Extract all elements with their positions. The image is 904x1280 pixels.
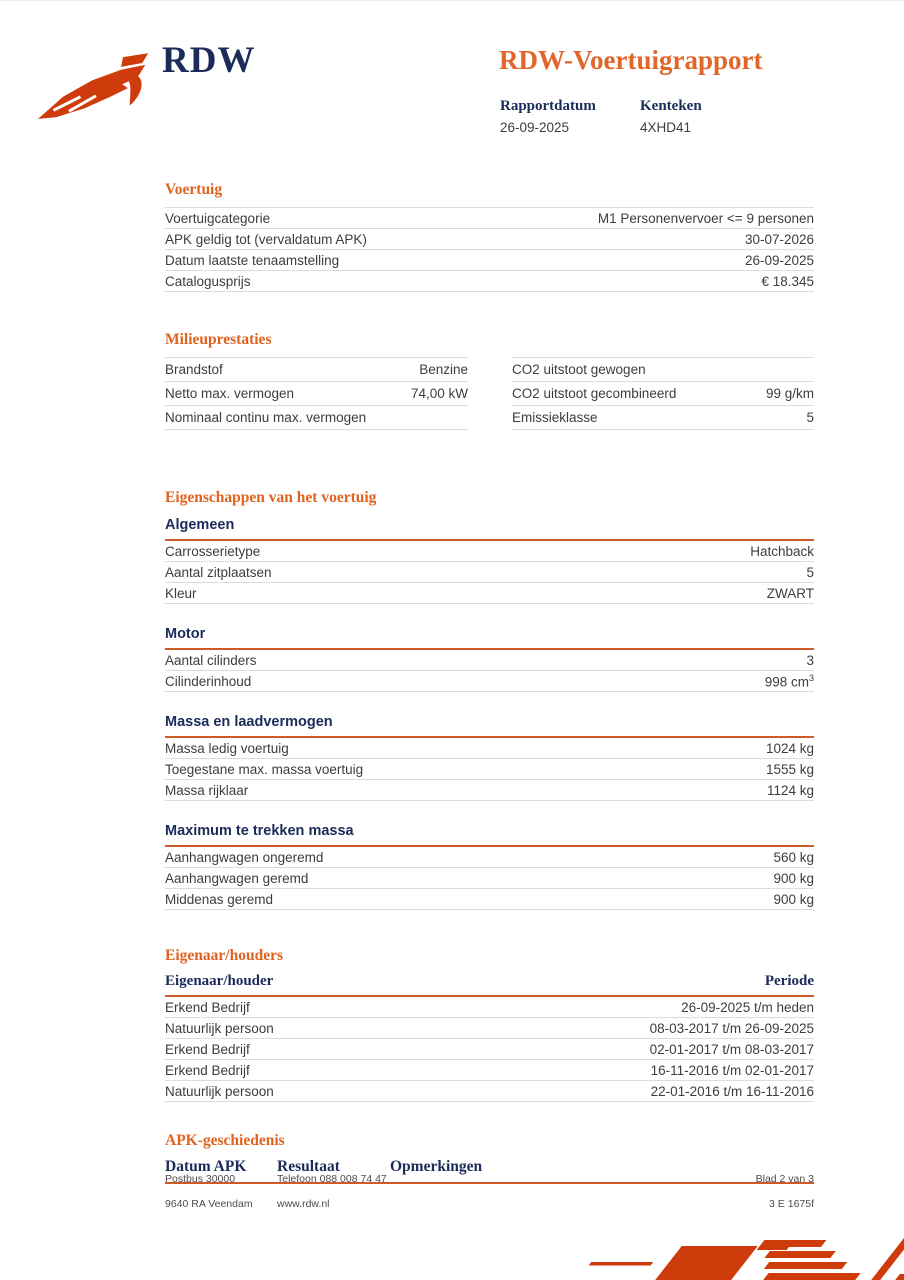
footer-doc-code: 3 E 1675f bbox=[769, 1198, 814, 1210]
plate-block bbox=[640, 98, 702, 135]
row-value: 560 kg bbox=[773, 849, 814, 865]
plate-label: Kenteken bbox=[640, 98, 702, 114]
table-row bbox=[165, 382, 468, 406]
table-row bbox=[165, 208, 814, 229]
table-row bbox=[165, 250, 814, 271]
row-value: 1124 kg bbox=[766, 782, 814, 798]
table-row bbox=[165, 1081, 814, 1102]
row-label: Massa rijklaar bbox=[165, 782, 249, 798]
row-value: Hatchback bbox=[750, 543, 814, 559]
column-header-owner: Eigenaar/houder bbox=[165, 973, 274, 989]
row-label: Nominaal continu max. vermogen bbox=[165, 410, 367, 425]
page-title: RDW-Voertuigrapport bbox=[499, 45, 763, 75]
subsection-heading: Algemeen bbox=[165, 517, 814, 541]
plate-value: 4XHD41 bbox=[640, 120, 692, 135]
row-label: Aanhangwagen geremd bbox=[165, 870, 309, 886]
footer-line-1 bbox=[165, 1173, 814, 1185]
row-label: Datum laatste tenaamstelling bbox=[165, 252, 340, 268]
footer-page-number: Blad 2 van 3 bbox=[755, 1173, 814, 1185]
owner-cell: Erkend Bedrijf bbox=[165, 999, 250, 1015]
subsection-algemeen bbox=[165, 517, 814, 604]
row-value bbox=[765, 673, 814, 690]
footer-postbus: Postbus 30000 bbox=[165, 1173, 236, 1185]
decorative-stripes-graphic bbox=[500, 1238, 904, 1280]
row-value: 30-07-2026 bbox=[744, 231, 814, 247]
column-header-period: Periode bbox=[764, 973, 814, 989]
section-heading: Eigenaar/houders bbox=[165, 947, 283, 964]
owner-cell: Erkend Bedrijf bbox=[165, 1062, 250, 1078]
section-eigenaar bbox=[165, 947, 814, 1102]
table-row bbox=[165, 889, 814, 910]
subsection-motor bbox=[165, 626, 814, 692]
table-row bbox=[165, 847, 814, 868]
footer-line-2 bbox=[165, 1198, 814, 1210]
table-row bbox=[165, 1039, 814, 1060]
report-date-label: Rapportdatum bbox=[500, 98, 596, 114]
section-heading: Eigenschappen van het voertuig bbox=[165, 489, 377, 506]
row-value: € 18.345 bbox=[761, 273, 814, 289]
table-row bbox=[165, 583, 814, 604]
rdw-logo-text: RDW bbox=[162, 40, 256, 81]
voertuig-table bbox=[165, 207, 814, 292]
row-label: Aantal zitplaatsen bbox=[165, 564, 272, 580]
row-label: Kleur bbox=[165, 585, 197, 601]
subsection-heading: Maximum te trekken massa bbox=[165, 823, 814, 847]
row-value: 1024 kg bbox=[765, 740, 814, 756]
section-voertuig bbox=[165, 181, 814, 292]
row-label: APK geldig tot (vervaldatum APK) bbox=[165, 231, 367, 247]
subsection-heading: Motor bbox=[165, 626, 814, 650]
row-label: Netto max. vermogen bbox=[165, 386, 295, 401]
table-row bbox=[165, 997, 814, 1018]
table-row bbox=[512, 358, 814, 382]
row-value: 3 bbox=[806, 652, 814, 668]
subsection-massa bbox=[165, 714, 814, 801]
table-row bbox=[165, 406, 468, 430]
row-label: Toegestane max. massa voertuig bbox=[165, 761, 364, 777]
table-row bbox=[165, 868, 814, 889]
milieu-left-table bbox=[165, 357, 468, 430]
row-label: Voertuigcategorie bbox=[165, 210, 271, 226]
row-value: Benzine bbox=[419, 362, 468, 377]
period-cell: 16-11-2016 t/m 02-01-2017 bbox=[650, 1062, 814, 1078]
table-row bbox=[165, 358, 468, 382]
footer-city: 9640 RA Veendam bbox=[165, 1198, 253, 1210]
section-heading: APK-geschiedenis bbox=[165, 1132, 285, 1149]
report-meta bbox=[500, 98, 702, 135]
row-value: 5 bbox=[806, 564, 814, 580]
owner-cell: Natuurlijk persoon bbox=[165, 1020, 274, 1036]
owner-table-header bbox=[165, 973, 814, 997]
section-milieuprestaties bbox=[165, 331, 814, 430]
table-row bbox=[165, 229, 814, 250]
rdw-feather-icon bbox=[36, 51, 152, 131]
milieu-right-table bbox=[512, 357, 814, 430]
row-value: 99 g/km bbox=[765, 386, 814, 401]
owner-cell: Erkend Bedrijf bbox=[165, 1041, 250, 1057]
row-label: Aanhangwagen ongeremd bbox=[165, 849, 324, 865]
report-date-value: 26-09-2025 bbox=[500, 120, 570, 135]
subsection-heading: Massa en laadvermogen bbox=[165, 714, 814, 738]
table-row bbox=[165, 759, 814, 780]
row-value: M1 Personenvervoer <= 9 personen bbox=[597, 210, 814, 226]
table-row bbox=[165, 1060, 814, 1081]
row-label: Brandstof bbox=[165, 362, 223, 377]
row-label: Massa ledig voertuig bbox=[165, 740, 289, 756]
row-value: 5 bbox=[806, 410, 814, 425]
row-value-superscript: 3 bbox=[808, 672, 814, 683]
owner-cell: Natuurlijk persoon bbox=[165, 1083, 274, 1099]
section-eigenschappen bbox=[165, 489, 814, 910]
period-cell: 26-09-2025 t/m heden bbox=[681, 999, 814, 1015]
table-row bbox=[165, 780, 814, 801]
row-value: 1555 kg bbox=[765, 761, 814, 777]
row-value: 74,00 kW bbox=[410, 386, 468, 401]
table-row bbox=[165, 650, 814, 671]
row-label: Carrosserietype bbox=[165, 543, 261, 559]
row-value: 900 kg bbox=[773, 870, 814, 886]
row-label: CO2 uitstoot gewogen bbox=[512, 362, 646, 377]
footer-website: www.rdw.nl bbox=[277, 1198, 330, 1210]
table-row bbox=[165, 271, 814, 292]
footer-phone: Telefoon 088 008 74 47 bbox=[277, 1173, 387, 1185]
column-header-remarks: Opmerkingen bbox=[390, 1158, 483, 1175]
row-value: ZWART bbox=[766, 585, 814, 601]
section-heading: Milieuprestaties bbox=[165, 331, 272, 348]
table-row bbox=[165, 562, 814, 583]
section-heading: Voertuig bbox=[165, 181, 223, 198]
period-cell: 22-01-2016 t/m 16-11-2016 bbox=[650, 1083, 814, 1099]
table-row bbox=[165, 738, 814, 759]
row-value: 26-09-2025 bbox=[744, 252, 814, 268]
row-label: Aantal cilinders bbox=[165, 652, 257, 668]
table-row bbox=[512, 382, 814, 406]
milieu-columns bbox=[165, 357, 814, 430]
table-row bbox=[165, 1018, 814, 1039]
row-label: Catalogusprijs bbox=[165, 273, 251, 289]
subsection-trekken bbox=[165, 823, 814, 910]
table-row bbox=[165, 541, 814, 562]
row-label: Emissieklasse bbox=[512, 410, 598, 425]
table-row bbox=[512, 406, 814, 430]
period-cell: 08-03-2017 t/m 26-09-2025 bbox=[649, 1020, 814, 1036]
row-label: Cilinderinhoud bbox=[165, 673, 252, 689]
row-value-text: 998 cm bbox=[764, 674, 809, 690]
table-row bbox=[165, 671, 814, 692]
period-cell: 02-01-2017 t/m 08-03-2017 bbox=[649, 1041, 814, 1057]
report-date-block bbox=[500, 98, 640, 135]
row-label: CO2 uitstoot gecombineerd bbox=[512, 386, 677, 401]
column-header-date: Datum APK bbox=[165, 1158, 247, 1175]
row-value: 900 kg bbox=[773, 891, 814, 907]
row-label: Middenas geremd bbox=[165, 891, 274, 907]
column-header-result: Resultaat bbox=[277, 1158, 340, 1175]
